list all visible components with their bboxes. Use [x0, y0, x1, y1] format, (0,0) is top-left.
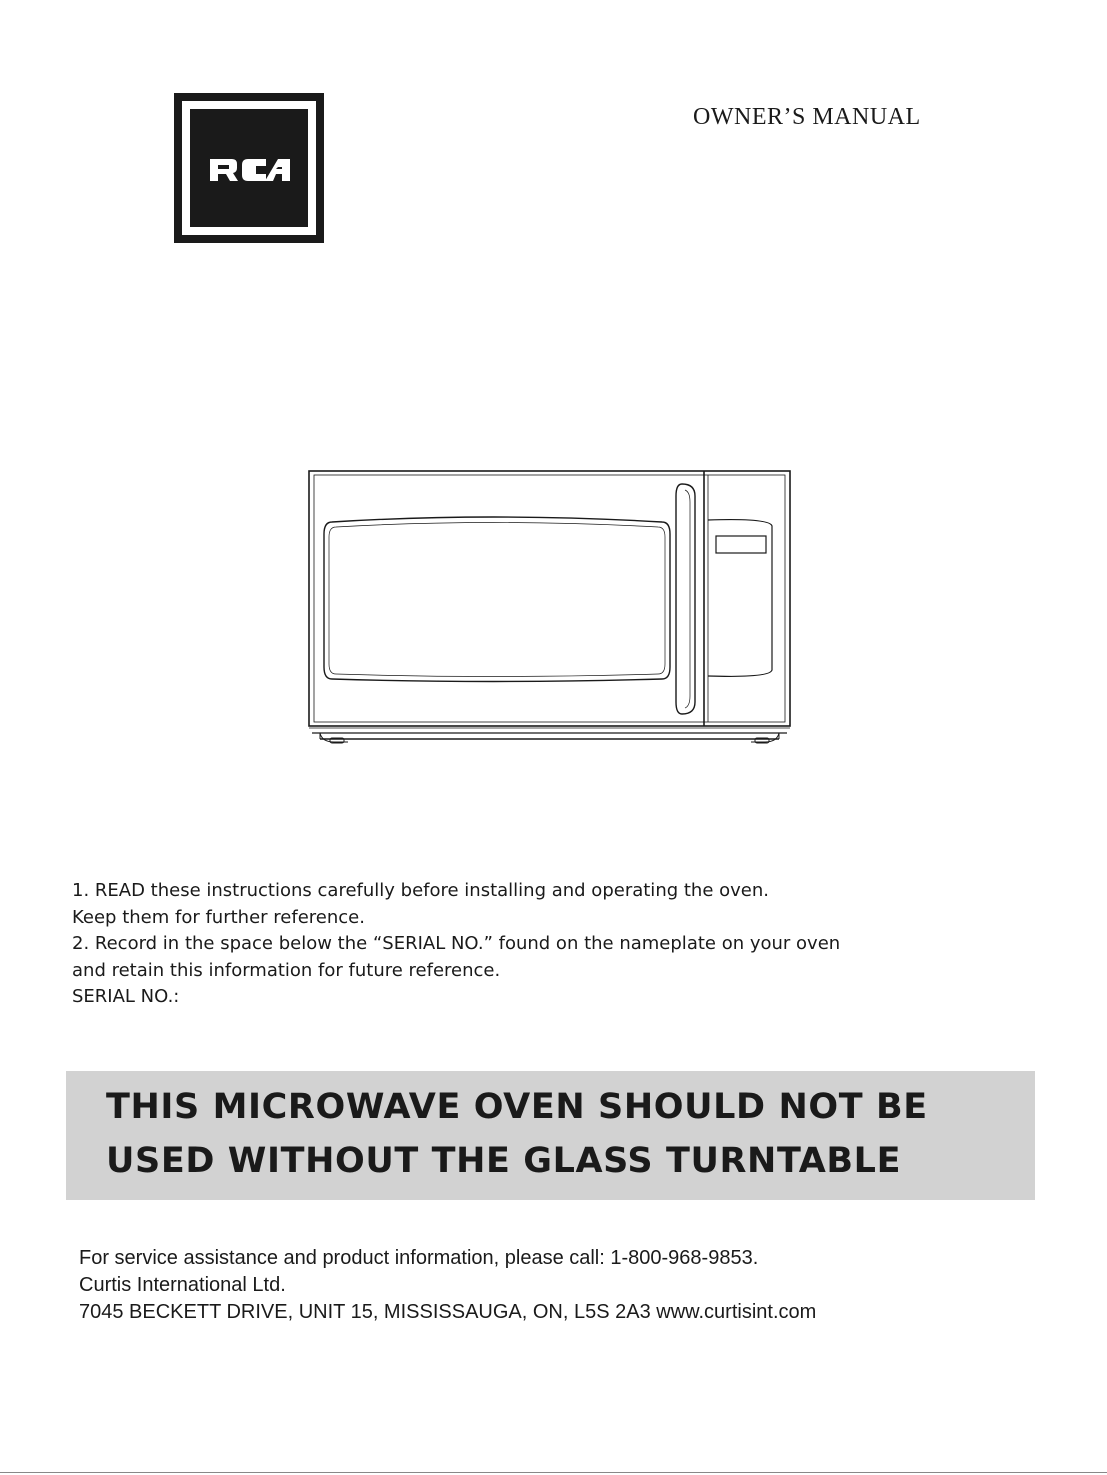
rca-logo-icon [190, 109, 308, 227]
contact-info [79, 1245, 816, 1326]
instruction-line: and retain this information for future reference. [72, 959, 501, 981]
microwave-oven-illustration [300, 462, 810, 752]
company-address: 7045 BECKETT DRIVE, UNIT 15, MISSISSAUGA, ON, L5S 2A3 www.curtisint.com [79, 1301, 817, 1323]
instruction-line: 2. Record in the space below the “SERIAL NO.” found on the nameplate on your oven [72, 933, 841, 954]
instruction-line: Keep them for further reference. [72, 906, 365, 928]
manual-title: OWNER’S MANUAL [693, 104, 921, 130]
warning-line: THIS MICROWAVE OVEN SHOULD NOT BE [106, 1087, 928, 1127]
serial-number-label: SERIAL NO.: [72, 986, 180, 1007]
page-bottom-rule [0, 1472, 1107, 1473]
logo-badge [190, 109, 308, 227]
warning-line: USED WITHOUT THE GLASS TURNTABLE [106, 1141, 902, 1181]
instruction-line: 1. READ these instructions carefully before installing and operating the oven. [72, 880, 769, 901]
logo-frame [182, 101, 316, 235]
rca-logo [174, 93, 324, 243]
instructions-block [72, 878, 932, 1011]
service-phone-text: For service assistance and product information, please call: 1-800-968-9853. [79, 1247, 759, 1269]
company-name: Curtis International Ltd. [79, 1274, 286, 1296]
turntable-warning-banner [66, 1071, 1035, 1200]
